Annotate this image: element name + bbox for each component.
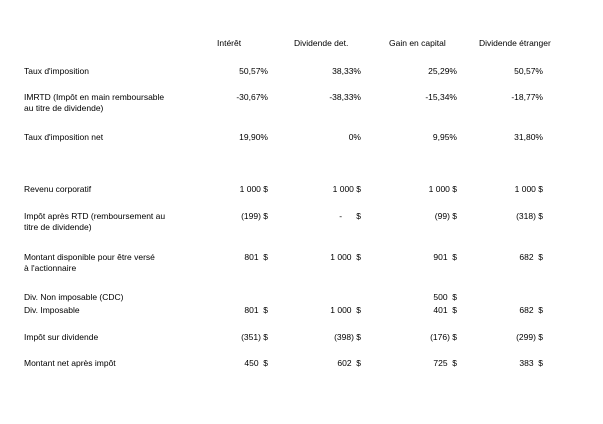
cell-value: 50,57% <box>239 66 268 76</box>
row-label-impot-sur-dividende: Impôt sur dividende <box>24 332 99 342</box>
cell-value: 450 $ <box>244 358 268 368</box>
row-label-div-non-imposable: Div. Non imposable (CDC) <box>24 292 124 302</box>
cell-value: 1 000 $ <box>330 305 361 315</box>
cell-value: 31,80% <box>514 132 543 142</box>
row-label-taux-imposition: Taux d'imposition <box>24 66 89 76</box>
cell-value: -15,34% <box>425 92 457 102</box>
cell-value: 19,90% <box>239 132 268 142</box>
cell-value: 1 000 $ <box>514 184 543 194</box>
cell-value: -30,67% <box>236 92 268 102</box>
cell-value: 602 $ <box>337 358 361 368</box>
cell-value: 25,29% <box>428 66 457 76</box>
row-label-montant-disponible: Montant disponible pour être versé <box>24 252 155 262</box>
row-label-taux-net: Taux d'imposition net <box>24 132 104 142</box>
row-label-revenu-corporatif: Revenu corporatif <box>24 184 92 194</box>
cell-value: (398) $ <box>334 332 361 342</box>
header-dividende-etranger: Dividende étranger <box>479 38 551 48</box>
cell-value: 1 000 $ <box>330 252 361 262</box>
cell-value: 1 000 $ <box>332 184 361 194</box>
row-label-montant-net: Montant net après impôt <box>24 358 116 368</box>
cell-value: (299) $ <box>516 332 543 342</box>
row-label-impot-apres-rtd: Impôt après RTD (remboursement au <box>24 211 166 221</box>
cell-value: 801 $ <box>244 305 268 315</box>
cell-value: 901 $ <box>433 252 457 262</box>
cell-value: (176) $ <box>430 332 457 342</box>
header-gain-capital: Gain en capital <box>389 38 446 48</box>
cell-value: (318) $ <box>516 211 543 221</box>
header-dividende-det: Dividende det. <box>294 38 349 48</box>
row-label-div-imposable: Div. Imposable <box>24 305 80 315</box>
cell-value: 725 $ <box>433 358 457 368</box>
cell-value: - $ <box>339 211 361 221</box>
row-label-imrtd-line2: au titre de dividende) <box>24 103 104 113</box>
cell-value: 801 $ <box>244 252 268 262</box>
cell-value: 682 $ <box>519 305 543 315</box>
cell-value: (199) $ <box>241 211 268 221</box>
cell-value: 383 $ <box>519 358 543 368</box>
row-label-impot-apres-rtd-line2: titre de dividende) <box>24 222 92 232</box>
cell-value: (351) $ <box>241 332 268 342</box>
row-label-imrtd: IMRTD (Impôt en main remboursable <box>24 92 165 102</box>
cell-value: 9,95% <box>432 132 457 142</box>
cell-value: 1 000 $ <box>428 184 457 194</box>
cell-value: 1 000 $ <box>239 184 268 194</box>
cell-value: -18,77% <box>511 92 543 102</box>
cell-value: 401 $ <box>433 305 457 315</box>
cell-value: 38,33% <box>332 66 361 76</box>
cell-value: 50,57% <box>514 66 543 76</box>
cell-value: 0% <box>348 132 361 142</box>
cell-value: -38,33% <box>329 92 361 102</box>
header-interet: Intérêt <box>217 38 242 48</box>
cell-value: (99) $ <box>434 211 457 221</box>
row-label-montant-disponible-line2: à l'actionnaire <box>24 263 77 273</box>
cell-value: 500 $ <box>433 292 457 302</box>
cell-value: 682 $ <box>519 252 543 262</box>
